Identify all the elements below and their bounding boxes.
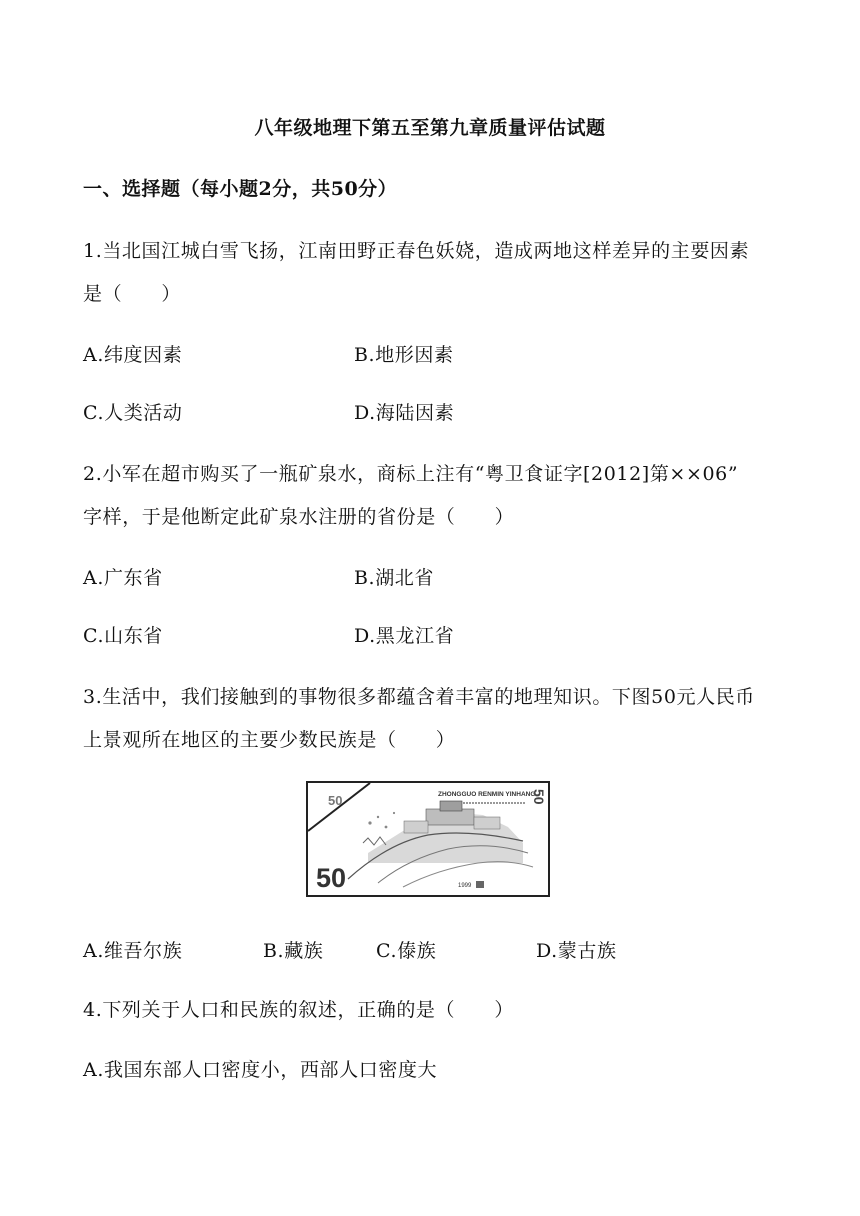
q2-stem-line2: 字样，于是他断定此矿泉水注册的省份是（ ） xyxy=(83,506,515,528)
q2-option-c: C.山东省 xyxy=(83,625,163,647)
q1-stem-line2: 是（ ） xyxy=(83,283,182,305)
q1-stem-line1: 1.当北国江城白雪飞扬，江南田野正春色妖娆，造成两地这样差异的主要因素 xyxy=(83,240,750,262)
q2-stem-line1: 2.小军在超市购买了一瓶矿泉水，商标上注有“粤卫食证字[2012]第××06” xyxy=(83,463,739,485)
banknote-image xyxy=(308,783,548,895)
q1-option-b: B.地形因素 xyxy=(354,344,454,366)
q3-option-b: B.藏族 xyxy=(263,940,324,962)
q2-option-b: B.湖北省 xyxy=(354,567,435,589)
q3-option-d: D.蒙古族 xyxy=(536,940,617,962)
palace-illustration xyxy=(348,801,533,887)
section-heading: 一、选择题（每小题2分，共50分） xyxy=(83,178,398,200)
banknote-figure xyxy=(306,781,550,897)
q1-option-c: C.人类活动 xyxy=(83,402,183,424)
banknote-small-denomination: 50 xyxy=(328,793,343,808)
q1-option-a: A.纬度因素 xyxy=(83,344,183,366)
q4-option-a: A.我国东部人口密度小，西部人口密度大 xyxy=(83,1059,438,1081)
exam-title: 八年级地理下第五至第九章质量评估试题 xyxy=(254,117,606,139)
q2-option-d: D.黑龙江省 xyxy=(354,625,455,647)
q3-option-a: A.维吾尔族 xyxy=(83,940,183,962)
banknote-side-denomination: 50 xyxy=(531,789,547,805)
q2-option-a: A.广东省 xyxy=(83,567,163,589)
q4-stem-line1: 4.下列关于人口和民族的叙述，正确的是（ ） xyxy=(83,999,514,1021)
q3-option-c: C.傣族 xyxy=(376,940,437,962)
banknote-header-text: ZHONGGUO RENMIN YINHANG xyxy=(438,791,536,798)
banknote-large-denomination: 50 xyxy=(316,863,347,893)
q3-stem-line1: 3.生活中，我们接触到的事物很多都蕴含着丰富的地理知识。下图50元人民币 xyxy=(83,686,755,708)
banknote-year: 1999 xyxy=(458,883,472,889)
q3-stem-line2: 上景观所在地区的主要少数民族是（ ） xyxy=(83,729,456,751)
q1-option-d: D.海陆因素 xyxy=(354,402,455,424)
